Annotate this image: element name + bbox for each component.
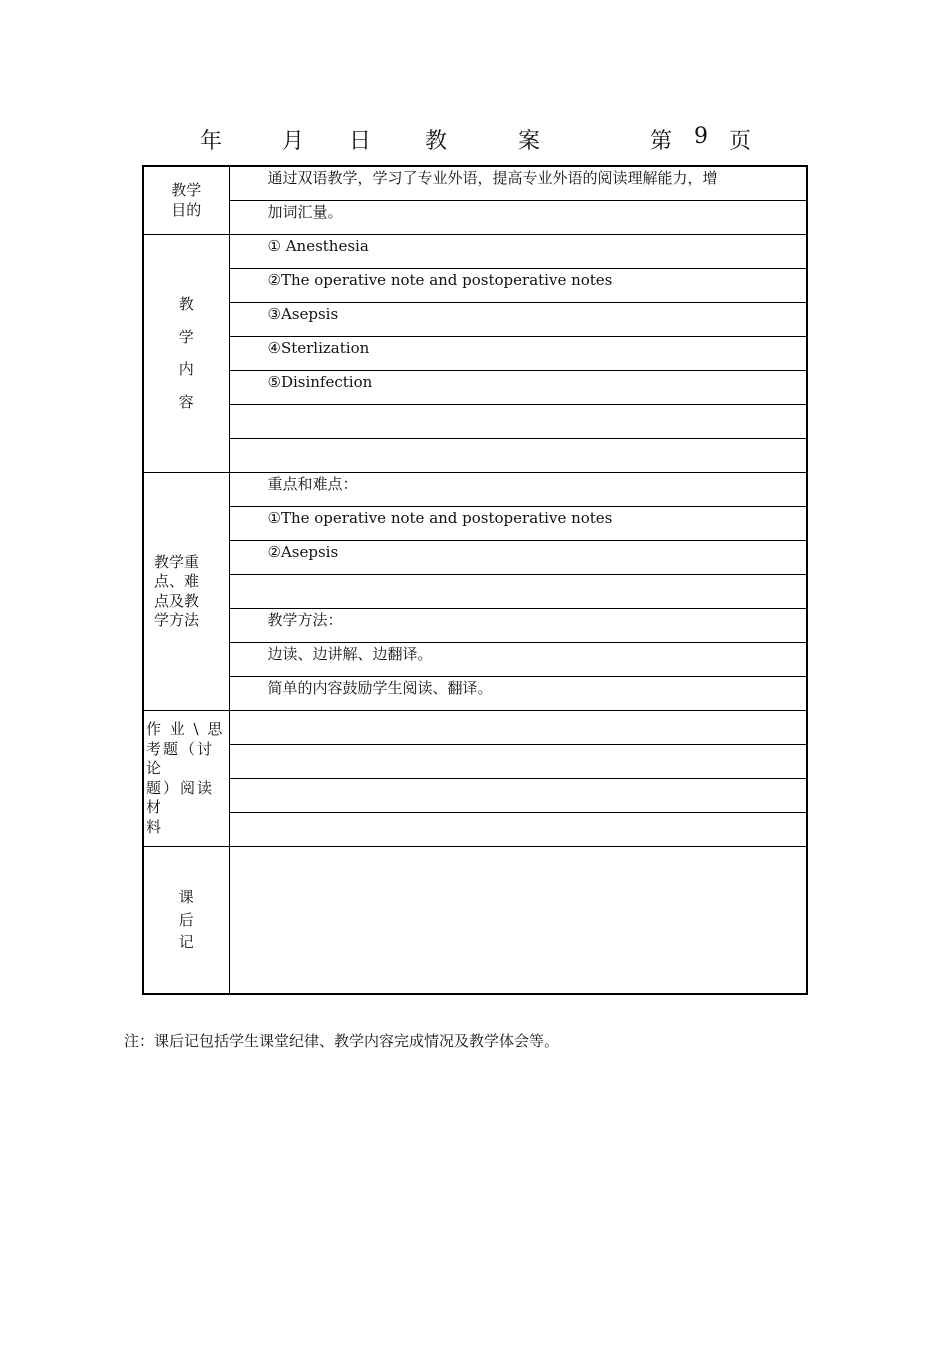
content-item [229,405,807,439]
header-ye: 页 [729,129,752,154]
homework-label-line: 考题（讨论 [146,739,215,777]
focus-row [143,643,807,677]
content-text: ⑤Disinfection [267,373,373,391]
header-month: 月 [282,129,305,154]
content-row [143,303,807,337]
lesson-plan-table [142,165,808,995]
content-row [143,439,807,473]
purpose-row [143,201,807,235]
content-row [143,337,807,371]
focus-row [143,507,807,541]
focus-label-line: 教学重 [154,552,200,571]
content-text: ③Asepsis [267,305,339,323]
content-row [143,371,807,405]
focus-text: 教学方法： [267,611,343,629]
focus-item [229,473,807,507]
homework-row [143,711,807,745]
homework-text [268,779,807,781]
focus-item [229,541,807,575]
homework-item [229,711,807,745]
purpose-row [143,166,807,201]
homework-text [268,711,807,713]
notes-content [229,847,807,995]
header-an: 案 [518,129,541,154]
content-label-char: 教 [178,295,194,313]
notes-row [143,847,807,995]
content-row [143,405,807,439]
content-text: ① Anesthesia [267,237,369,255]
content-text [268,405,807,407]
content-label-char: 容 [178,392,194,411]
focus-item [229,643,807,677]
focus-row [143,677,807,711]
focus-label-line: 点、难 [154,572,200,590]
focus-text: 简单的内容鼓励学生阅读、翻译。 [267,679,493,697]
content-row [143,235,807,269]
content-label [143,235,229,473]
focus-item [229,575,807,609]
content-item [229,337,807,371]
homework-item [229,813,807,847]
focus-item [229,609,807,643]
content-item [229,439,807,473]
focus-text: 边读、边讲解、边翻译。 [267,645,433,663]
focus-text: 重点和难点： [267,475,358,493]
page-header [0,124,952,160]
purpose-text: 通过双语教学，学习了专业外语，提高专业外语的阅读理解能力，增 [267,169,718,187]
footnote: 注：课后记包括学生课堂纪律、教学内容完成情况及教学体会等。 [124,1032,560,1050]
focus-row [143,541,807,575]
notes-label-char: 后 [178,910,194,929]
focus-row [143,609,807,643]
header-jiao: 教 [425,129,448,154]
purpose-text: 加词汇量。 [267,203,343,221]
content-item [229,269,807,303]
homework-text [268,745,807,747]
focus-text [268,575,807,577]
content-label-char: 学 [178,327,194,346]
homework-item [229,745,807,779]
focus-text: ②Asepsis [267,543,339,561]
content-item [229,303,807,337]
header-day: 日 [349,129,372,154]
focus-item [229,507,807,541]
header-di: 第 [650,129,673,154]
focus-text: ①The operative note and postoperative notes [267,509,613,527]
homework-item [229,779,807,813]
purpose-label-line: 教学 [171,181,202,199]
homework-row [143,745,807,779]
homework-row [143,813,807,847]
homework-label-line: 题）阅读材 [146,778,215,816]
content-text [268,439,807,441]
focus-label-line: 点及教 [154,591,200,610]
focus-item [229,677,807,711]
homework-label [143,711,229,847]
content-label-char: 内 [178,360,194,378]
content-row [143,269,807,303]
focus-row [143,473,807,507]
purpose-line [229,166,807,201]
notes-label-char: 课 [178,888,194,907]
focus-row [143,575,807,609]
content-text: ④Sterlization [267,339,370,357]
notes-label [143,847,229,995]
content-text: ②The operative note and postoperative notes [267,271,613,289]
purpose-label-line: 目的 [171,200,202,219]
content-item [229,235,807,269]
purpose-label [143,166,229,235]
header-page-number: 9 [694,124,708,149]
homework-label-line: 料 [146,817,164,836]
content-item [229,371,807,405]
homework-row [143,779,807,813]
header-year: 年 [200,129,223,154]
purpose-line [229,201,807,235]
notes-label-char: 记 [178,933,194,952]
homework-label-line: 作 业 \ 思 [146,720,225,738]
focus-label [143,473,229,711]
focus-label-line: 学方法 [154,611,200,629]
homework-text [268,813,807,815]
